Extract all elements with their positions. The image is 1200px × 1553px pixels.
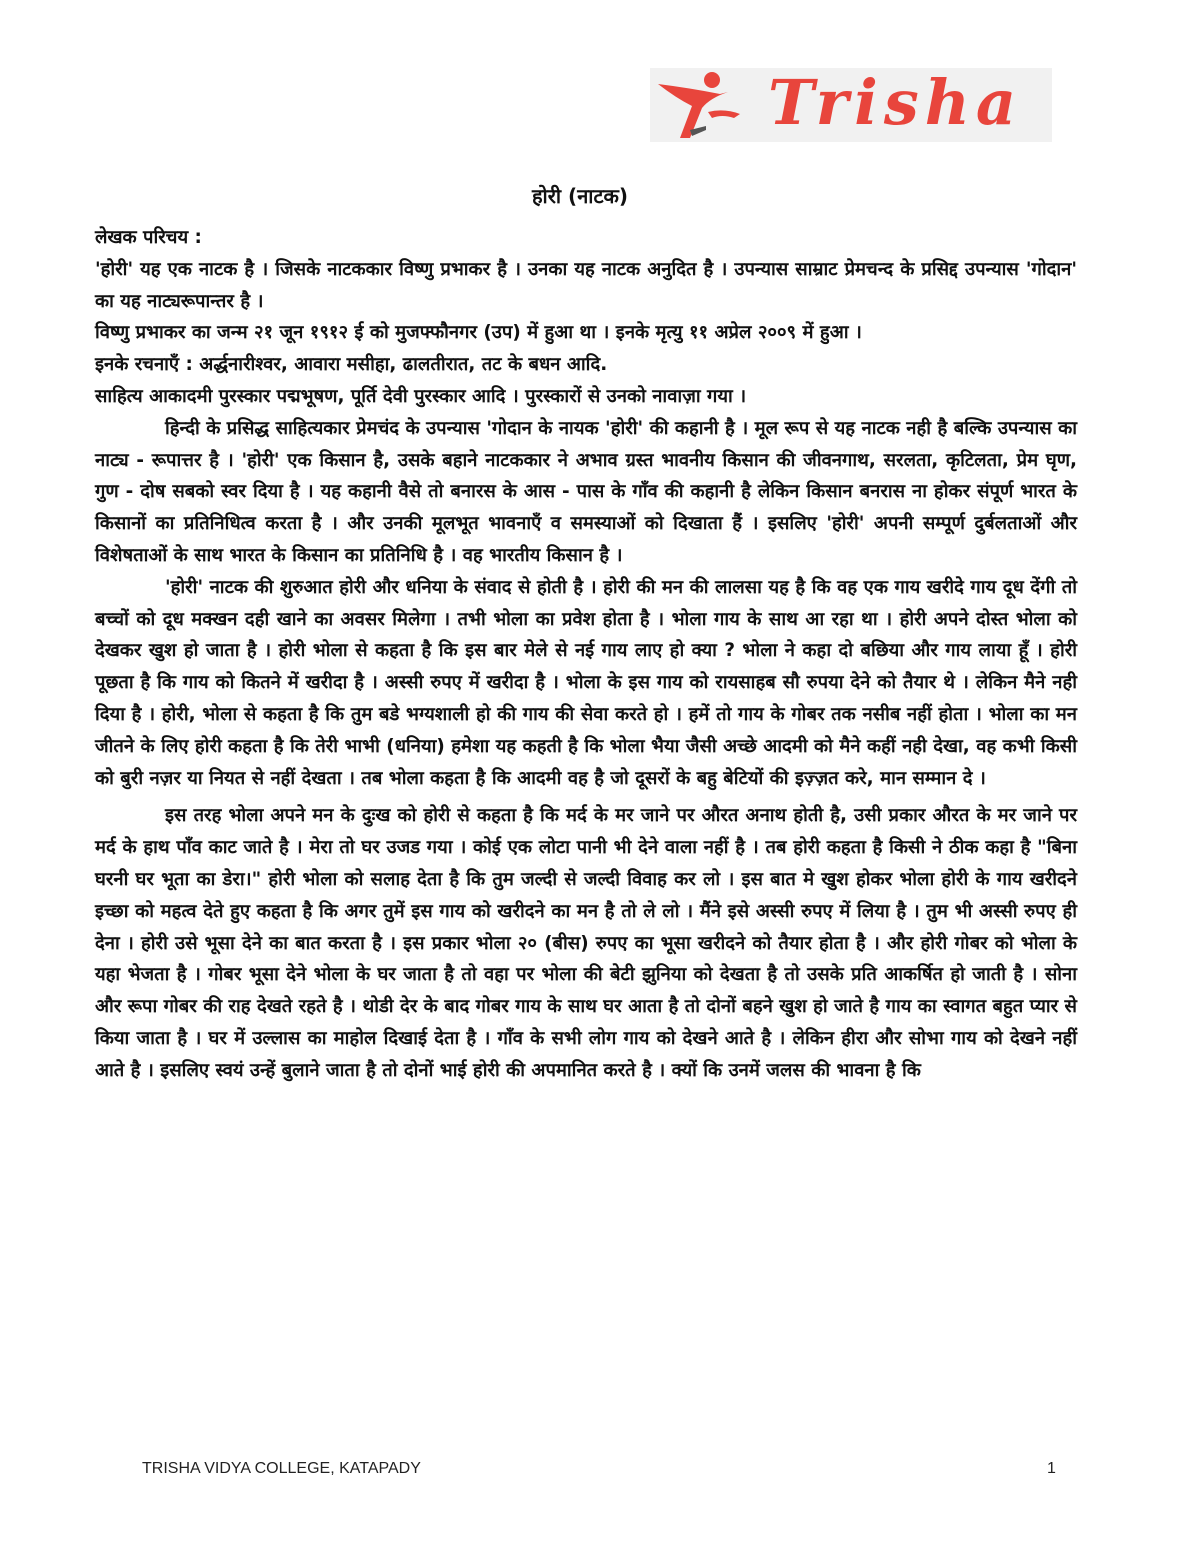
author-line: विष्णु प्रभाकर का जन्म २१ जून १९१२ ई को मुजफ्फौनगर (उप) में हुआ था । इनके मृत्यु ११ अप्रेल २००९ में हुआ । <box>95 322 862 344</box>
author-line: 'होरी' यह एक नाटक है । जिसके नाटककार विष्णु प्रभाकर है । उनका यह नाटक अनुदित है । उपन्यास साम्राट प्रेमचन्द के प्रसिद्द उपन्यास 'गोदान' का यह नाट्यरूपान्तर है । <box>95 258 1077 312</box>
body-paragraph: इस तरह भोला अपने मन के दुःख को होरी से कहता है कि मर्द के मर जाने पर औरत अनाथ होती है, उसी प्रकार औरत के मर जाने पर मर्द के हाथ पाँव काट जाते है । मेरा तो घर उजड गया । कोई एक लोटा पानी भी देने वाला नहीं है । तब होरी कहता है किसी ने ठीक कहा है "बिना घरनी घर भूता का डेरा।" होरी भोला को सलाह देता है कि तुम जल्दी से जल्दी विवाह कर लो । इस बात मे खुश होकर भोला होरी के गाय खरीदने इच्छा को महत्व देते हुए कहता है कि अगर तुमें इस गाय को खरीदने का मन है तो ले लो । मैंने इसे अस्सी रुपए में लिया है । तुम भी अस्सी रुपए ही देना । होरी उसे भूसा देने का बात करता है । इस प्रकार भोला २० (बीस) रुपए का भूसा खरीदने को तैयार होता है । और होरी गोबर को भोला के यहा भेजता है । गोबर भूसा देने भोला के घर जाता है तो वहा पर भोला की बेटी झुनिया को देखता है तो उसके प्रति आकर्षित हो जाती है । सोना और रूपा गोबर की राह देखते रहते है । थोडी देर के बाद गोबर गाय के साथ घर आता है तो दोनों बहने खुश हो जाते है गाय का स्वागत बहुत प्यार से किया जाता है । घर में उल्लास का माहोल दिखाई देता है । गाँव के सभी लोग गाय को देखने आते है । लेकिन हीरा और सोभा गाय को देखने नहीं आते है । इसलिए स्वयं उन्हें बुलाने जाता है तो दोनों भाई होरी की अपमानित करते है । क्यों कि उनमें जलस की भावना है कि <box>95 805 1077 1081</box>
trisha-logo <box>650 68 1052 142</box>
document-body <box>95 222 1077 1087</box>
author-line: इनके रचनाएँ : अर्द्धनारीश्वर, आवारा मसीहा, ढालतीरात, तट के बधन आदि. <box>95 354 608 376</box>
author-line: साहित्य आकादमी पुरस्कार पद्मभूषण, पूर्ति देवी पुरस्कार आदि । पुरस्कारों से उनको नावाज़ा गया । <box>95 385 747 407</box>
page-title: होरी (नाटक) <box>531 184 629 208</box>
body-paragraph: 'होरी' नाटक की शुरुआत होरी और धनिया के संवाद से होती है । होरी की मन की लालसा यह है कि वह एक गाय खरीदे गाय दूध देंगी तो बच्चों को दूध मक्खन दही खाने का अवसर मिलेगा । तभी भोला का प्रवेश होता है । भोला गाय के साथ आ रहा था । होरी अपने दोस्त भोला को देखकर खुश हो जाता है । होरी भोला से कहता है कि इस बार मेले से नई गाय लाए हो क्या ? भोला ने कहा दो बछिया और गाय लाया हूँ । होरी पूछता है कि गाय को कितने में खरीदा है । अस्सी रुपए में खरीदा है । भोला के इस गाय को रायसाहब सौ रुपया देने को तैयार थे । लेकिन मैने नही दिया है । होरी, भोला से कहता है कि तुम बडे भग्यशाली हो की गाय की सेवा करते हो । हमें तो गाय के गोबर तक नसीब नहीं होता । भोला का मन जीतने के लिए होरी कहता है कि तेरी भाभी (धनिया) हमेशा यह कहती है कि भोला भैया जैसी अच्छे आदमी को मैने कहीं नही देखा, वह कभी किसी को बुरी नज़र या नियत से नहीं देखता । तब भोला कहता है कि आदमी वह है जो दूसरों के बहु बेटियों की इज़्ज़त करे, मान सम्मान दे । <box>95 576 1077 789</box>
runner-figure-icon <box>650 68 770 142</box>
footer-page-number: 1 <box>1047 1460 1056 1477</box>
logo-text: Trisha <box>768 66 1022 139</box>
author-section-heading: लेखक परिचय : <box>95 227 202 248</box>
footer-college-name: TRISHA VIDYA COLLEGE, KATAPADY <box>142 1460 421 1477</box>
body-paragraph: हिन्दी के प्रसिद्ध साहित्यकार प्रेमचंद के उपन्यास 'गोदान के नायक 'होरी' की कहानी है । मूल रूप से यह नाटक नही है बल्कि उपन्यास का नाट्य - रूपात्तर है । 'होरी' एक किसान है, उसके बहाने नाटककार ने अभाव ग्रस्त भावनीय किसान की जीवनगाथ, सरलता, कृटिलता, प्रेम घृण, गुण - दोष सबको स्वर दिया है । यह कहानी वैसे तो बनारस के आस - पास के गाँव की कहानी है लेकिन किसान बनरास ना होकर संपूर्ण भारत के किसानों का प्रतिनिधित्व करता है । और उनकी मूलभूत भावनाएँ व समस्याओं को दिखाता हैं । इसलिए 'होरी' अपनी सम्पूर्ण दुर्बलताओं और विशेषताओं के साथ भारत के किसान का प्रतिनिधि है । वह भारतीय किसान है । <box>95 417 1077 566</box>
